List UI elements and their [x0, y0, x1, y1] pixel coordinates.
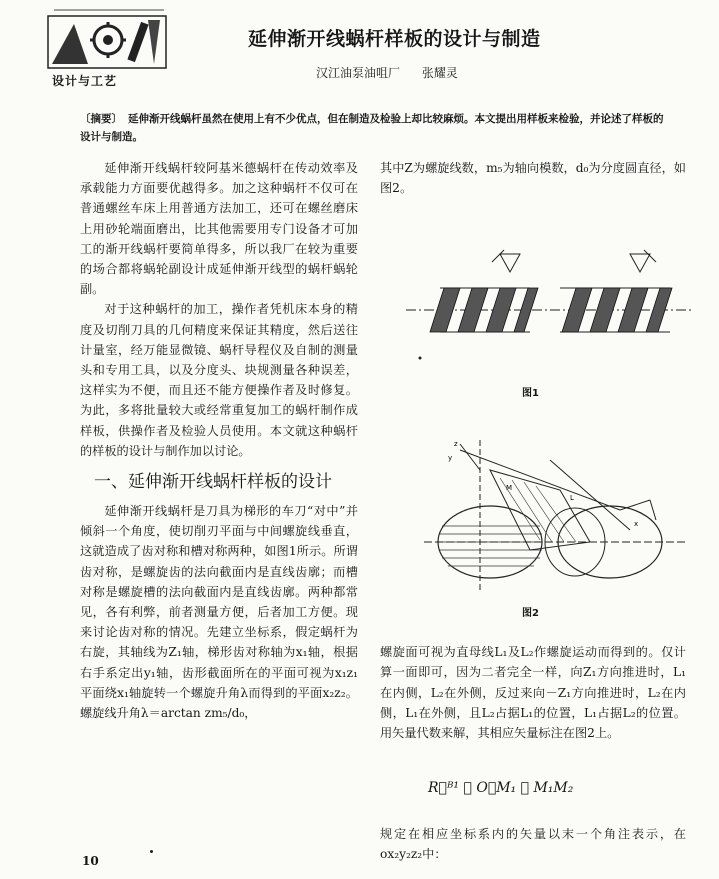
body-paragraph: 螺旋面可视为直母线L₁及L₂作螺旋运动而得到的。仅计算一面即可，因为二者完全一样，向Z₁方向推进时，L₁在内侧，L₂在外侧，反过来向－Z₁方向推进时，L₂在内侧，L₁在外侧，且L₂占据L₁的位置，L₁占据L₂的位置。用矢量代数来解，其相应矢量标注在图2上。: [380, 645, 686, 740]
logo-label: 设计与工艺: [52, 74, 118, 88]
section-heading: 一、延伸渐开线蜗杆样板的设计: [94, 472, 332, 493]
body-paragraph: 其中Z为螺旋线数，m₅为轴向模数，d₀为分度圆直径，如图2。: [380, 161, 686, 196]
abstract-text: 延伸渐开线蜗杆虽然在使用上有不少优点，但在制造及检验上却比较麻烦。本文提出用样板来检验，并论述了样板的设计与制造。: [80, 113, 664, 143]
page-number: 10: [82, 854, 99, 868]
print-speck: [150, 850, 153, 853]
abstract-label: 〔摘要〕: [80, 113, 122, 125]
body-paragraph: 延伸渐开线蜗杆是刀具为梯形的车刀“对中”并倾斜一个角度，使切削刃平面与中间螺旋线垂直，这就造成了齿对称和槽对称两种，如图1所示。所谓齿对称，是螺旋齿的法向截面内是直线齿廓；而槽对称是螺旋槽的法向截面内是直线齿廓。两种都常见，各有利弊，前者测量方便，后者加工方便。现来讨论齿对称的情况。先建立坐标系，假定蜗杆为右旋，其轴线为Z₁轴，梯形齿对称轴为x₁轴，根据右手系定出y₁轴，齿形截面所在的平面可视为x₁z₁平面绕x₁轴旋转一个螺旋升角λ而得到的平面x₂z₂。螺旋线升角λ＝arctan zm₅/d₀，: [80, 504, 358, 721]
figure-1-caption: 图1: [522, 388, 539, 399]
right-column-body: [380, 630, 686, 755]
svg-text:L: L: [570, 494, 574, 502]
figure-1-worm-profile: [400, 240, 700, 370]
author-affiliation: 汉江油泵油咀厂: [316, 66, 401, 80]
svg-text:y: y: [448, 454, 453, 462]
right-column-bottom: [380, 812, 686, 877]
abstract: [80, 110, 672, 146]
svg-text:x: x: [634, 520, 639, 528]
section-logo: [44, 4, 176, 94]
vector-formula: R⃗ᴮ¹ ＝ O⃗M₁ ＋ M₁M₂: [428, 780, 574, 796]
right-column-top: [380, 158, 686, 198]
left-column: [80, 158, 358, 723]
svg-text:M: M: [506, 484, 513, 492]
body-paragraph: 对于这种蜗杆的加工，操作者凭机床本身的精度及切削刀具的几何精度来保证其精度，然后送往计量室，经万能显微镜、蜗杆导程仪及自制的测量头和专用工具，以及分度头、块规测量各种误差，这样实为不便，而且还不能方便操作者及时修复。为此，多将批量较大或经常重复加工的蜗杆制作成样板，供操作者及检验人员使用。本文就这种蜗杆的样板的设计与制作加以讨论。: [80, 302, 358, 458]
body-paragraph: 规定在相应坐标系内的矢量以末一个角注表示，在ox₂y₂z₂中：: [380, 827, 686, 862]
gear-tools-icon: [44, 4, 176, 74]
figure-2-caption: 图2: [522, 608, 539, 619]
body-paragraph: 延伸渐开线蜗杆较阿基米德蜗杆在传动效率及承载能力方面要优越得多。加之这种蜗杆不仅可在普通螺丝车床上用普通方法加工，还可在螺丝磨床上用砂轮端面磨出，比其他需要用专门设备才可加工的渐开线蜗杆要简单得多，所以我厂在较为重要的场合都将蜗轮副设计成延伸渐开线型的蜗杆蜗轮副。: [80, 161, 358, 297]
author-name: 张耀灵: [421, 66, 458, 80]
svg-text:z: z: [454, 440, 458, 448]
page-title: 延伸渐开线蜗杆样板的设计与制造: [248, 28, 541, 50]
figure-2-vector-diagram: [420, 430, 690, 600]
author-line: [316, 64, 476, 81]
